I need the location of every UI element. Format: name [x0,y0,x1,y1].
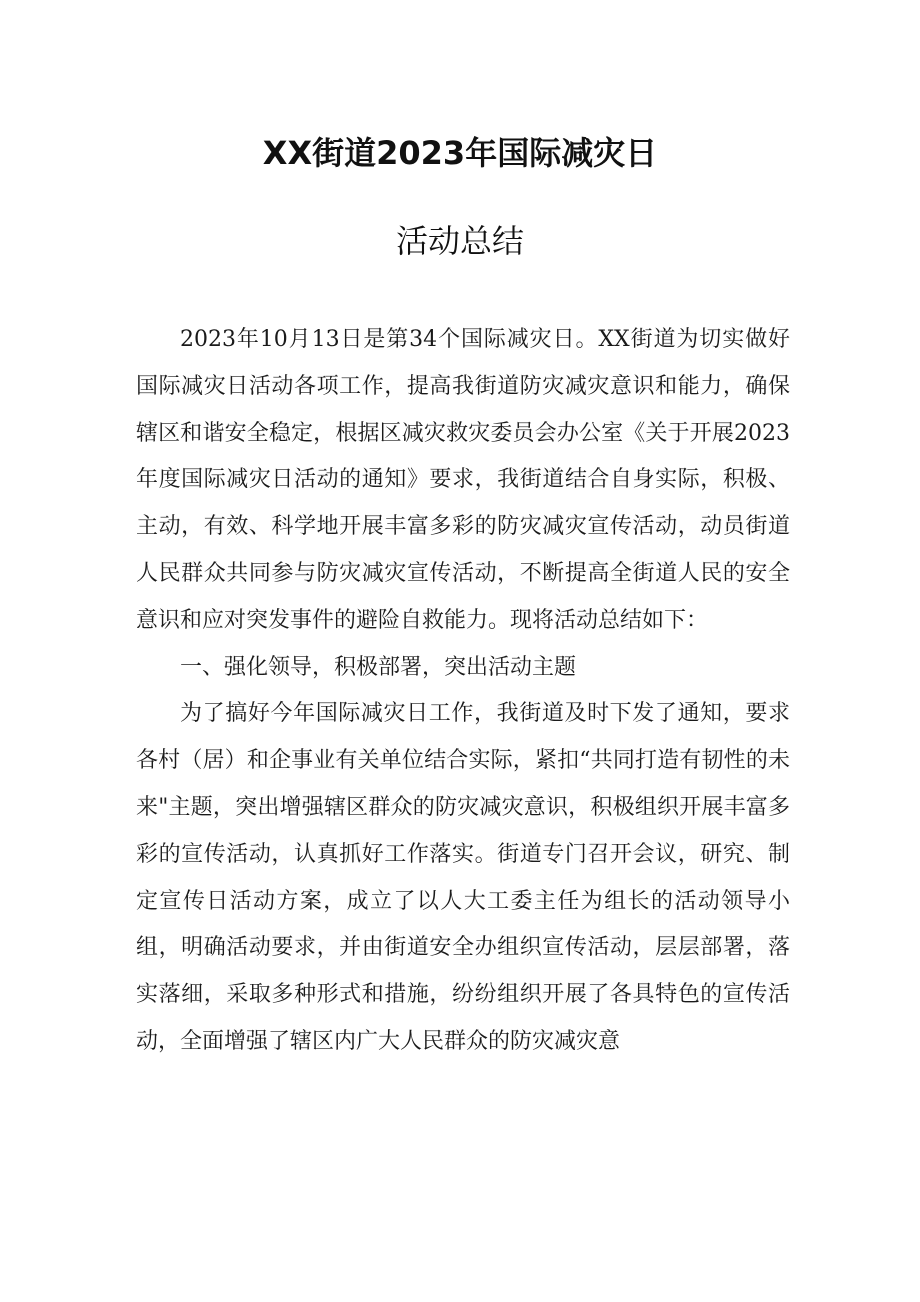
document-body [136,317,790,1066]
paragraph-intro: 2023年10月13日是第34个国际减灾日。XX街道为切实做好国际减灾日活动各项工作，提高我街道防灾减灾意识和能力，确保辖区和谐安全稳定，根据区减灾救灾委员会办公室《关于开展2023年度国际减灾日活动的通知》要求，我街道结合自身实际，积极、主动，有效、科学地开展丰富多彩的防灾减灾宣传活动，动员街道人民群众共同参与防灾减灾宣传活动，不断提高全街道人民的安全意识和应对突发事件的避险自救能力。现将活动总结如下： [136,327,790,633]
paragraph-section-1: 为了搞好今年国际减灾日工作，我街道及时下发了通知，要求各村（居）和企事业有关单位结合实际，紧扣“共同打造有韧性的未来"主题，突出增强辖区群众的防灾减灾意识，积极组织开展丰富多彩的宣传活动，认真抓好工作落实。街道专门召开会议，研究、制定宣传日活动方案，成立了以人大工委主任为组长的活动领导小组，明确活动要求，并由街道安全办组织宣传活动，层层部署，落实落细，采取多种形式和措施，纷纷组织开展了各具特色的宣传活动，全面增强了辖区内广大人民群众的防灾减灾意 [136,701,790,1054]
document-title-line-2: 活动总结 [395,222,524,260]
section-heading-1: 一、强化领导，积极部署，突出活动主题 [180,654,577,680]
document-title-line-1: XX街道2023年国际减灾日 [262,134,658,172]
